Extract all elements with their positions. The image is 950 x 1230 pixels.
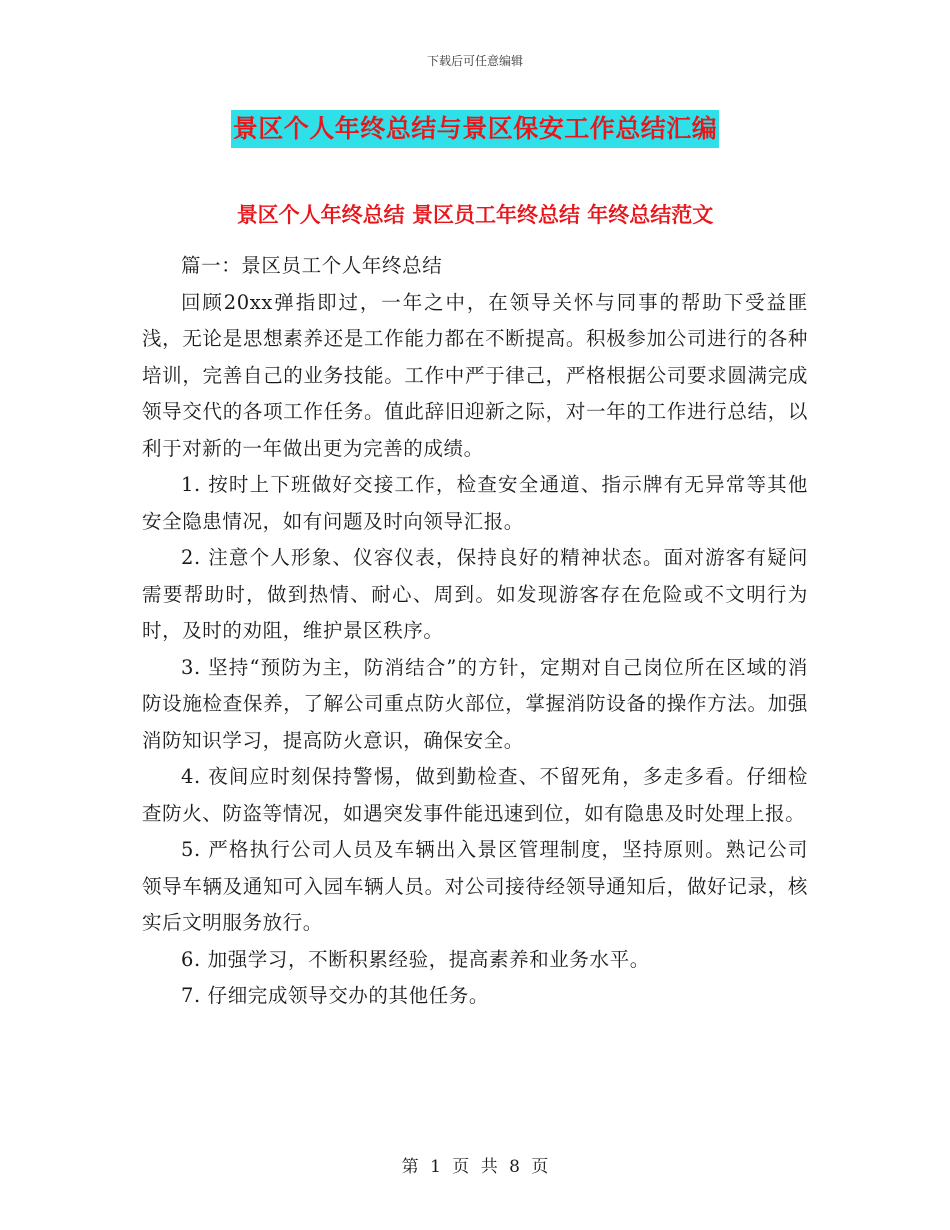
list-item-3: 3. 坚持“预防为主，防消结合”的方针，定期对自己岗位所在区域的消防设施检查保养，了解公司重点防火部位，掌握消防设备的操作方法。加强消防知识学习，提高防火意识，确保安全。 (142, 655, 808, 752)
list-item-6: 6. 加强学习，不断积累经验，提高素养和业务水平。 (181, 947, 650, 971)
document-title: 景区个人年终总结与景区保安工作总结汇编 (231, 110, 720, 148)
document-title-container (0, 110, 950, 148)
list-item-4: 4. 夜间应时刻保持警惕，做到勤检查、不留死角，多走多看。仔细检查防火、防盗等情况，如遇突发事件能迅速到位，如有隐患及时处理上报。 (142, 765, 808, 825)
page-header-note: 下载后可任意编辑 (426, 54, 523, 68)
document-subtitle: 景区个人年终总结 景区员工年终总结 年终总结范文 (236, 203, 714, 227)
list-item-7: 7. 仔细完成领导交办的其他任务。 (181, 984, 490, 1007)
document-body (142, 248, 808, 1015)
body-paragraph-intro: 回顾20xx弹指即过，一年之中，在领导关怀与同事的帮助下受益匪浅，无论是思想素养还是工作能力都在不断提高。积极参加公司进行的各种培训，完善自己的业务技能。工作中严于律己，严格根据公司要求圆满完成领导交代的各项工作任务。值此辞旧迎新之际，对一年的工作进行总结，以利于对新的一年做出更为完善的成绩。 (142, 290, 808, 460)
list-item-2: 2. 注意个人形象、仪容仪表，保持良好的精神状态。面对游客有疑问需要帮助时，做到热情、耐心、周到。如发现游客存在危险或不文明行为时，及时的劝阻，维护景区秩序。 (142, 546, 808, 642)
list-item-5: 5. 严格执行公司人员及车辆出入景区管理制度，坚持原则。熟记公司领导车辆及通知可入园车辆人员。对公司接待经领导通知后，做好记录，核实后文明服务放行。 (142, 838, 808, 934)
section-heading: 篇一：景区员工个人年终总结 (181, 254, 443, 277)
page-number-footer: 第 1 页 共 8 页 (401, 1157, 549, 1177)
list-item-1: 1. 按时上下班做好交接工作，检查安全通道、指示牌有无异常等其他安全隐患情况，如有问题及时向领导汇报。 (142, 473, 808, 533)
